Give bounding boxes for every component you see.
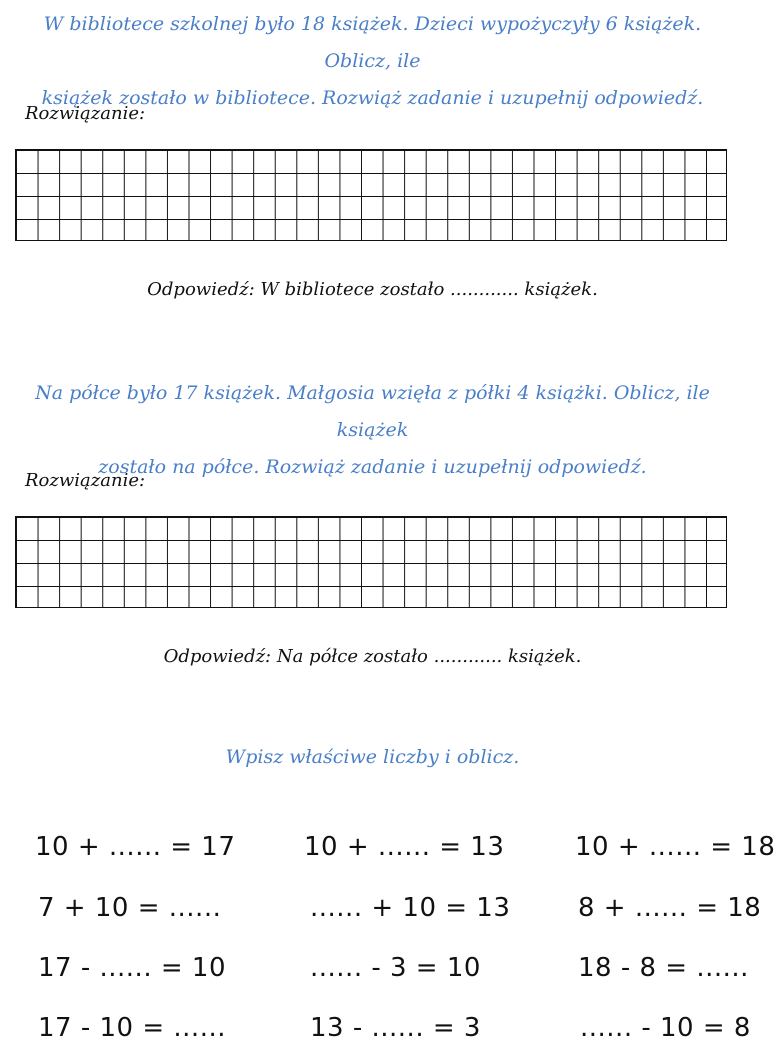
equation: 10 + ...... = 13 bbox=[304, 832, 505, 862]
exercise-instruction: Wpisz właściwe liczby i oblicz. bbox=[225, 746, 520, 768]
task1-text bbox=[20, 6, 725, 117]
task1-solution-label: Rozwiązanie: bbox=[25, 103, 146, 124]
equation: ...... - 10 = 8 bbox=[580, 1013, 751, 1043]
task2-solution-grid[interactable] bbox=[15, 516, 727, 608]
task1-answer: Odpowiedź: W bibliotece zostało ............ książek. bbox=[147, 279, 598, 300]
equation: 17 - 10 = ...... bbox=[38, 1013, 226, 1043]
task1-line1: W bibliotece szkolnej było 18 książek. Dzieci wypożyczyły 6 książek. Oblicz, ile bbox=[43, 13, 702, 72]
task2-line1: Na półce było 17 książek. Małgosia wzięła z półki 4 książki. Oblicz, ile książek bbox=[35, 382, 710, 441]
equation: 7 + 10 = ...... bbox=[38, 893, 222, 923]
equation: 18 - 8 = ...... bbox=[578, 953, 749, 983]
task2-line2: zostało na półce. Rozwiąż zadanie i uzupełnij odpowiedź. bbox=[98, 456, 647, 478]
equation: ...... + 10 = 13 bbox=[310, 893, 511, 923]
equation: 17 - ...... = 10 bbox=[38, 953, 226, 983]
equation: 8 + ...... = 18 bbox=[578, 893, 762, 923]
task2-answer: Odpowiedź: Na półce zostało ............ książek. bbox=[163, 646, 582, 667]
equation: ...... - 3 = 10 bbox=[310, 953, 481, 983]
task2-solution-label: Rozwiązanie: bbox=[25, 470, 146, 491]
task1-solution-grid[interactable] bbox=[15, 149, 727, 241]
equation: 13 - ...... = 3 bbox=[310, 1013, 481, 1043]
task1-line2: książek zostało w bibliotece. Rozwiąż zadanie i uzupełnij odpowiedź. bbox=[41, 87, 704, 109]
equation: 10 + ...... = 17 bbox=[35, 832, 236, 862]
equation: 10 + ...... = 18 bbox=[575, 832, 775, 862]
